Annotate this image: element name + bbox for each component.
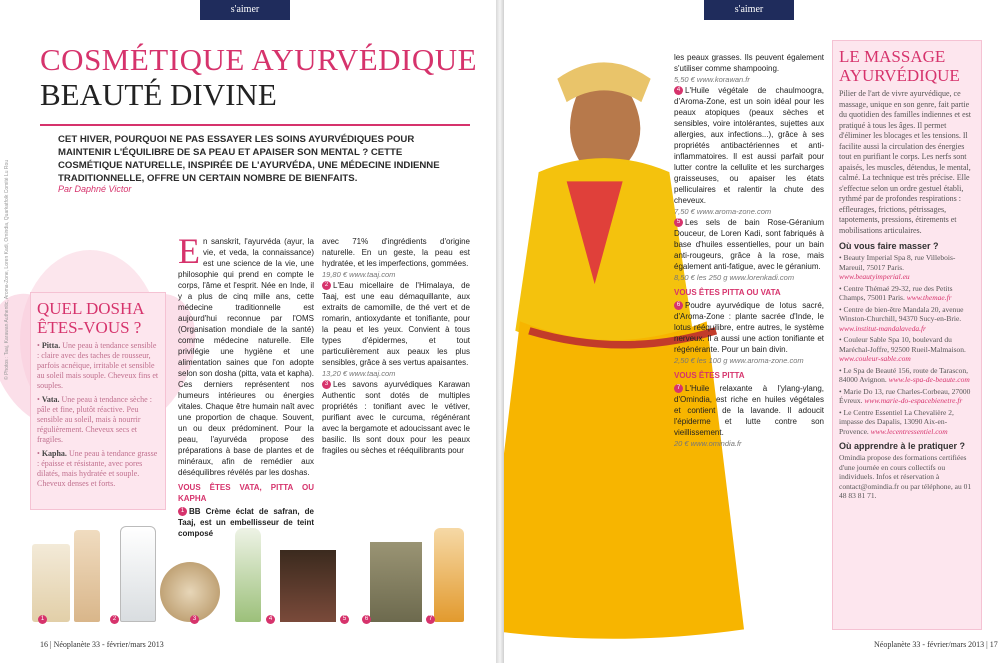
price-line: 13,20 € www.taaj.com	[322, 369, 396, 378]
massage-box-title: LE MASSAGE AYURVÉDIQUE	[839, 47, 960, 85]
left-page	[0, 0, 496, 663]
dosha-item: • Vata. Une peau à tendance sèche : pâle et fine, plutôt réactive. Peu sensible au soleil, mais à nourrir régulièrement. Cheveux secs et fragiles.	[37, 395, 152, 444]
product-number: 6	[362, 615, 371, 624]
title-line-2: BEAUTÉ DIVINE	[40, 77, 277, 112]
product-desc: les peaux grasses. Ils peuvent également s'utiliser comme shampooing.	[674, 53, 824, 73]
product-desc: 4 L'Huile végétale de chaulmoogra, d'Aroma-Zone, est un soin idéal pour les peaux atopiques (peaux sèches et sensibles, voire intolérantes, sujettes aux allergies, aux infections...), grâce à ses propriétés antibactériennes et anti-inflammatoires. Il est aussi parfait pour lutter contre la cellulite et les surcharges graisseuses, ou apaiser les états pelliculaires et ralentir la chute des cheveux.	[674, 86, 824, 205]
price-line: 8,50 € les 250 g www.lorenkadi.com	[674, 273, 795, 282]
spine	[496, 0, 504, 663]
dosha-text: Une peau à tendance sèche : pâle et fine, plutôt réactive. Peu sensible au soleil, mais à nourrir régulièrement. Cheveux secs et fragiles.	[37, 395, 152, 444]
product-7-image	[370, 542, 422, 622]
product-2-image	[74, 530, 100, 622]
title-rule	[40, 124, 470, 126]
section-heading: VOUS ÊTES PITTA OU VATA	[674, 288, 781, 297]
dosha-box	[30, 292, 166, 510]
price-line: 7,50 € www.aroma-zone.com	[674, 207, 772, 216]
product-number: 7	[426, 615, 435, 624]
section-tab: s'aimer	[704, 0, 794, 20]
section-heading: VOUS ÊTES VATA, PITTA OU KAPHA	[178, 483, 314, 503]
photo-credit: © Photos : Taaj, Karawan Authentic, Aroma-Zone, Loren Kadi, Omindia, Quarkatfolk Comité Lu Rou	[4, 159, 10, 380]
dosha-item: • Kapha. Une peau à tendance grasse : épaisse et résistante, avec pores dilatés, mais hydratée et souple. Cheveux denses et forts.	[37, 449, 158, 488]
massage-box	[832, 40, 982, 630]
product-number: 1	[38, 615, 47, 624]
spa-entry: • Centre de bien-être Mandala 20, avenue Winston-Churchill, 94370 Sucy-en-Brie. www.institut-mandalaveda.fr	[839, 304, 964, 333]
page-folio: Néoplanète 33 - février/mars 2013 | 17	[874, 640, 998, 649]
right-page	[504, 0, 1000, 663]
byline: Par Daphné Victor	[58, 184, 132, 194]
spa-entry: • Beauty Imperial Spa 8, rue Villebois-Mareuil, 75017 Paris. www.beautyimperial.eu	[839, 253, 956, 281]
product-number: 5	[340, 615, 349, 624]
spa-entry: • Marie Do 13, rue Charles-Corbeau, 27000 Évreux. www.marie-do-espacebienetre.fr	[839, 386, 971, 405]
article-column-1	[178, 231, 314, 539]
product-number: 3	[190, 615, 199, 624]
intro-text: CET HIVER, POURQUOI NE PAS ESSAYER LES SOINS AYURVÉDIQUES POUR MAINTENIR L'ÉQUILIBRE DE SA PEAU ET APAISER SON MENTAL ? CETTE COSMÉTIQUE NATURELLE, INSPIRÉE DE L'AYURVÉDA, UNE MÉDECINE INDIENNE TRADITIONNELLE, OFFRE UN CERTAIN NOMBRE DE BIENFAITS.	[58, 134, 440, 184]
where-heading: Où vous faire masser ?	[839, 241, 939, 251]
learn-heading: Où apprendre à le pratiquer ?	[839, 441, 966, 451]
dosha-name: Vata.	[41, 395, 60, 404]
product-strip	[30, 522, 470, 622]
price-line: 20 € www.omindia.fr	[674, 439, 742, 448]
product-3-image	[120, 526, 156, 622]
massage-text: Pilier de l'art de vivre ayurvédique, ce massage, unique en son genre, fait partie du quotidien des familles indiennes et est pratiqué à tous les âges. Il permet d'éliminer les blocages et les tensions. Il facilite aussi la circulation des énergies tout en purifiant le corps. Les nerfs sont apaisés, les muscles, détendus, le mental, calmé. La technique est très précise. Elle s'effectue selon un ordre gestuel établi, rythmé par de profondes respirations : effleurages, frictions, pétrissages, tapotements, pressions, étirements et mobilisations articulaires.	[839, 89, 971, 235]
product-desc: 2 L'Eau micellaire de l'Himalaya, de Taaj, est une eau démaquillante, aux extraits de camomille, de thé vert et de romarin, antioxydante et tonifiante, pour la peau et les yeux. Convient à tous types d'épidermes, et tout particulièrement aux peaux les plus sensibles, grâce à ses vertus apaisantes.	[322, 281, 470, 367]
product-1-image	[32, 544, 70, 622]
section-tab: s'aimer	[200, 0, 290, 20]
product-desc: 3 Les savons ayurvédiques Karawan Authentic sont dotés de multiples propriétés : tonifiant avec le vétiver, purifiant avec le curcuma, régénérant avec la bergamote et adoucissant avec le basilic. Ils sont doux pour les peaux fragiles ou sèches et rééquilibrants pour	[322, 380, 470, 455]
dosha-text: Une peau à tendance grasse : épaisse et résistante, avec pores dilatés, mais hydratée et souple. Cheveux denses et forts.	[37, 449, 158, 488]
product-desc: 5 Les sels de bain Rose-Géranium Douceur, de Loren Kadi, sont fabriqués à base d'huiles essentielles, pour un bain anti-rougeurs, grâce à la rose, mais également anti-fatigue, avec le géranium.	[674, 218, 824, 271]
price-line: 2,50 € les 100 g www.aroma-zone.com	[674, 356, 804, 365]
article-column-3	[674, 52, 824, 449]
dosha-item: • Pitta. Une peau à tendance sensible : claire avec des taches de rousseur, parfois acnéique, irritable et sensible au soleil mais souple. Cheveux fins et souples.	[37, 341, 159, 390]
page-folio: 16 | Néoplanète 33 - février/mars 2013	[40, 640, 164, 649]
product-6-image	[280, 550, 336, 622]
spa-entry: • Le Spa de Beauté 156, route de Tarascon, 84000 Avignon. www.le-spa-de-beaute.com	[839, 365, 970, 384]
product-desc: 7 L'Huile relaxante à l'ylang-ylang, d'Omindia, est riche en huiles végétales et contient de la lavande. Il adoucit l'épiderme et lutte contre son vieillissement.	[674, 384, 824, 437]
spa-entry: • Centre Thémaé 29-32, rue des Petits Champs, 75001 Paris. www.themae.fr	[839, 283, 953, 302]
dosha-name: Kapha.	[41, 449, 67, 458]
article-body: n sanskrit, l'ayurvéda (ayur, la vie, et veda, la connaissance) est une science de la vie, une philosophie qui prend en compte le corps, l'âme et l'esprit. Née en Inde, il y a plus de cinq mille ans, cette médecine traditionnelle est aujourd'hui reconnue par l'OMS (Organisation mondiale de la santé) comme médecine naturelle. Elle privilégie une hygiène et une alimentation saines que l'on adopte selon son dosha (pitta, vata et kapha). Ces derniers représentent nos humeurs intérieures ou énergies vitales. Chaque être humain naît avec une proportion de chaque. Souvent, un ou deux prédominent. Pour la peau, l'ayurvéda propose des préparations à base de plantes et de minéraux, afin de remédier aux déséquilibres révélés par les doshas.	[178, 237, 314, 477]
price-line: 5,50 € www.korawan.fr	[674, 75, 750, 84]
learn-text: Omindia propose des formations certifiées d'une journée en cours collectifs ou individuels. Infos et réservation à contact@omindia.fr ou par téléphone, au 01 48 83 81 71.	[839, 453, 972, 500]
product-8-image	[434, 528, 464, 622]
dosha-box-title: QUEL DOSHA ÊTES-VOUS ?	[37, 299, 144, 337]
spa-entry: • Le Centre Essentiel La Chevalière 2, impasse des Dapalis, 13090 Aix-en-Provence. www.lecentressentiel.com	[839, 407, 954, 436]
section-heading: VOUS ÊTES PITTA	[674, 371, 745, 380]
product-number: 2	[110, 615, 119, 624]
price-line: 19,80 € www.taaj.com	[322, 270, 396, 279]
product-desc: 1 BB Crème éclat de safran, de Taaj, est un embellisseur de teint composé	[178, 507, 314, 538]
spa-entry: • Couleur Sable Spa 10, boulevard du Maréchal-Joffre, 92500 Rueil-Malmaison. www.couleur-sable.com	[839, 335, 966, 363]
dosha-name: Pitta.	[41, 341, 61, 350]
product-4-image	[160, 562, 220, 622]
title-line-1: COSMÉTIQUE AYURVÉDIQUE	[40, 42, 478, 77]
product-5-image	[235, 528, 261, 622]
article-column-2	[322, 236, 470, 456]
product-number: 4	[266, 615, 275, 624]
dosha-text: Une peau à tendance sensible : claire avec des taches de rousseur, parfois acnéique, irritable et sensible au soleil mais souple. Cheveux fins et souples.	[37, 341, 159, 390]
drop-cap: E	[178, 231, 200, 271]
product-desc: 6 Poudre ayurvédique de lotus sacré, d'Aroma-Zone : plante sacrée d'Inde, le lotus rééquilibre, entre autres, le système nerveux. Il a aussi une action tonifiante et régénérante. Pour un bain divin.	[674, 301, 824, 354]
product-desc: avec 71% d'ingrédients d'origine naturelle. En un geste, la peau est hydratée, et les imperfections, gommées.	[322, 237, 470, 268]
